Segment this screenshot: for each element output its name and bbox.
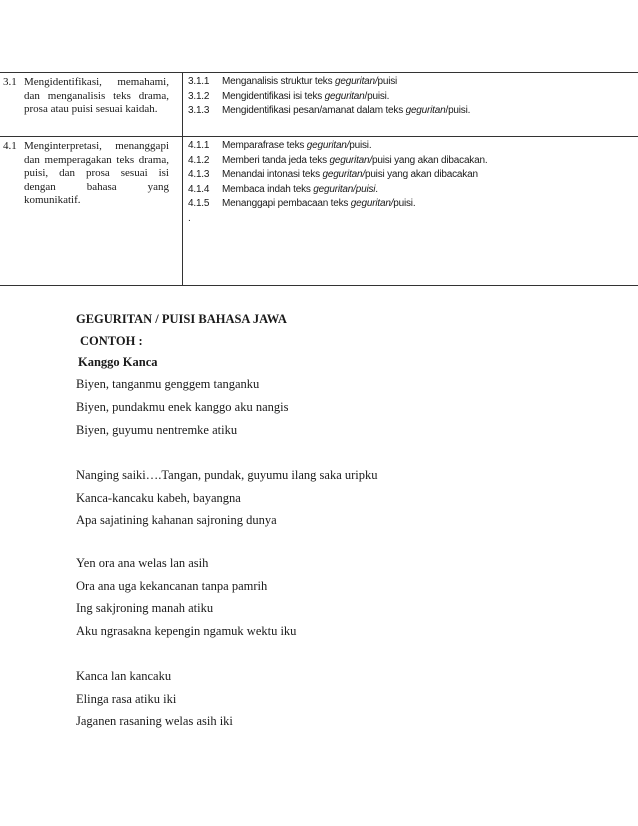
- indicator-code: 3.1.3: [188, 105, 210, 116]
- indicator-text: Menanggapi pembacaan teks: [222, 198, 351, 209]
- indicator-italic: geguritan/: [350, 198, 394, 209]
- indicator-item: [188, 154, 628, 169]
- poem-line: Yen ora ana welas lan asih: [76, 556, 209, 570]
- poem-heading: GEGURITAN / PUISI BAHASA JAWA: [76, 312, 287, 326]
- poem-line: Kanca-kancaku kabeh, bayangna: [76, 491, 241, 505]
- indicator-text: Mengidentifikasi isi teks: [222, 90, 325, 102]
- poem-line: Jaganen rasaning welas asih iki: [76, 714, 233, 728]
- indicator-text: Mengidentifikasi pesan/amanat dalam teks: [222, 105, 406, 116]
- indicator-text: puisi yang akan dibacakan: [364, 169, 478, 180]
- indicator-code: 4.1.3: [188, 169, 210, 180]
- indicator-item: [188, 104, 628, 119]
- poem-line: Biyen, pundakmu enek kanggo aku nangis: [76, 400, 289, 414]
- indicator-item: [188, 197, 628, 212]
- poem-line: Apa sajatining kahanan sajroning dunya: [76, 513, 277, 527]
- table-row-divider: [0, 136, 638, 137]
- indicator-italic: geguritan: [405, 105, 446, 116]
- indicator-text: puisi: [377, 76, 398, 87]
- indicator-cell-4-1: [188, 139, 628, 226]
- poem-line: Elinga rasa atiku iki: [76, 692, 177, 706]
- poem-title: Kanggo Kanca: [78, 355, 158, 369]
- indicator-text: /puisi.: [364, 90, 390, 102]
- competency-table: [0, 72, 638, 286]
- indicator-text: Memparafrase teks: [222, 140, 307, 151]
- indicator-text: puisi.: [349, 140, 372, 151]
- indicator-item: [188, 183, 628, 198]
- poem-line: Biyen, guyumu nentremke atiku: [76, 423, 238, 437]
- indicator-code: 4.1.1: [188, 140, 210, 151]
- kd-text: Menginterpretasi, menanggapi dan memperagakan teks drama, puisi, dan prosa sesuai isi dengan bahasa yang komunikatif.: [24, 140, 169, 206]
- indicator-italic: geguritan/: [334, 76, 378, 87]
- indicator-code: 4.1.5: [188, 198, 210, 209]
- kd-number: 4.1: [3, 140, 17, 152]
- indicator-item: [188, 90, 628, 105]
- poem-line: Kanca lan kancaku: [76, 669, 172, 683]
- indicator-text: puisi.: [393, 198, 416, 209]
- indicator-code: 3.1.2: [188, 90, 210, 102]
- poem-line: Aku ngrasakna kepengin ngamuk wektu iku: [76, 624, 297, 638]
- table-border-top: [0, 72, 638, 73]
- indicator-italic: geguritan: [324, 90, 365, 102]
- indicator-item: [188, 168, 628, 183]
- indicator-text: puisi yang akan dibacakan.: [371, 154, 488, 166]
- example-label: CONTOH :: [80, 334, 143, 348]
- indicator-text: Menandai intonasi teks: [222, 169, 323, 180]
- indicator-text: Membaca indah teks: [222, 183, 314, 195]
- table-border-bottom: [0, 285, 638, 286]
- indicator-trailing-mark: .: [188, 212, 191, 224]
- indicator-text: /puisi.: [445, 105, 471, 116]
- poem-line: Nanging saiki….Tangan, pundak, guyumu ilang saka uripku: [76, 468, 378, 482]
- indicator-italic: geguritan/puisi: [313, 183, 376, 195]
- indicator-italic: geguritan/: [329, 154, 372, 166]
- poem-line: Ing sakjroning manah atiku: [76, 601, 214, 615]
- indicator-code: 4.1.2: [188, 154, 210, 166]
- indicator-italic: geguritan/: [322, 169, 365, 180]
- poem-line: Biyen, tanganmu genggem tanganku: [76, 377, 260, 391]
- kd-number: 3.1: [3, 76, 17, 88]
- indicator-code: 3.1.1: [188, 76, 210, 87]
- indicator-text: Menganalisis struktur teks: [222, 76, 335, 87]
- poem-line: Ora ana uga kekancanan tanpa pamrih: [76, 579, 268, 593]
- table-column-divider: [182, 72, 183, 285]
- indicator-text: Memberi tanda jeda teks: [222, 154, 330, 166]
- indicator-item: [188, 75, 628, 90]
- indicator-item: [188, 139, 628, 154]
- indicator-cell-3-1: [188, 75, 628, 119]
- kd-text: Mengidentifikasi, memahami, dan menganalisis teks drama, prosa atau puisi sesuai kaidah.: [24, 76, 169, 115]
- indicator-italic: geguritan/: [306, 140, 350, 151]
- indicator-code: 4.1.4: [188, 183, 210, 195]
- indicator-text: .: [375, 183, 378, 195]
